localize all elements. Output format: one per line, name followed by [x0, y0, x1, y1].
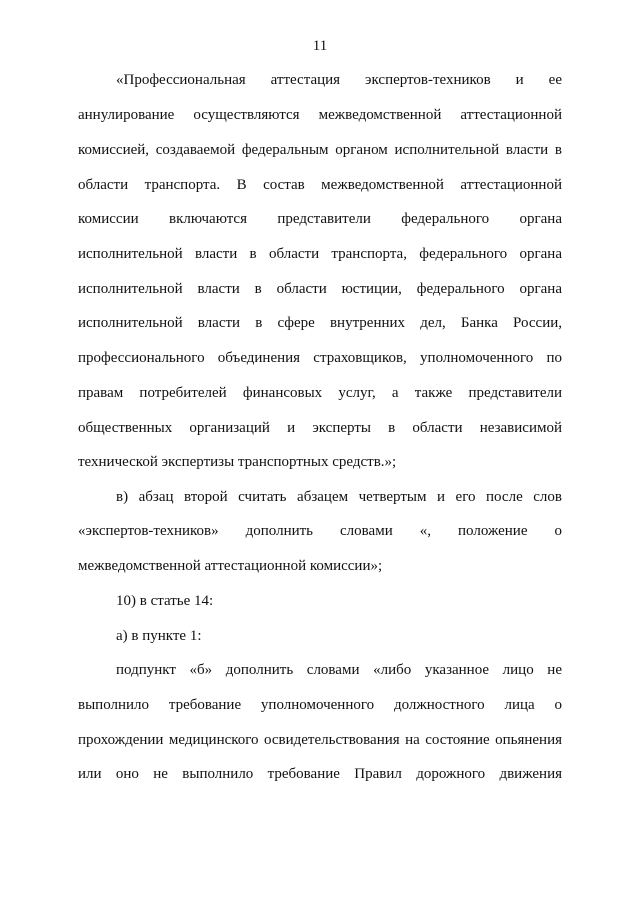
- text-line: а) в пункте 1:: [116, 628, 202, 644]
- text-line: профессионального объединения страховщиков, уполномоченного по: [78, 350, 562, 366]
- text-line: исполнительной власти в области юстиции, федерального органа: [78, 281, 562, 297]
- text-line: подпункт «б» дополнить словами «либо указанное лицо не: [116, 662, 562, 678]
- text-line: «Профессиональная аттестация экспертов-техников и ее: [116, 72, 562, 88]
- text-line: 10) в статье 14:: [116, 593, 214, 609]
- page-number: 11: [312, 38, 328, 54]
- text-line: выполнило требование уполномоченного должностного лица о: [78, 697, 562, 713]
- text-line: аннулирование осуществляются межведомственной аттестационной: [78, 107, 562, 123]
- text-line: комиссии включаются представители федерального органа: [78, 211, 562, 227]
- text-line: межведомственной аттестационной комиссии»;: [78, 558, 383, 574]
- text-line: правам потребителей финансовых услуг, а также представители: [78, 385, 562, 401]
- text-line: или оно не выполнило требование Правил дорожного движения: [78, 766, 562, 782]
- text-line: исполнительной власти в сфере внутренних дел, Банка России,: [78, 315, 562, 331]
- text-line: технической экспертизы транспортных средств.»;: [78, 454, 397, 470]
- text-line: исполнительной власти в области транспорта, федерального органа: [78, 246, 562, 262]
- text-line: прохождении медицинского освидетельствования на состояние опьянения: [78, 732, 562, 748]
- text-line: «экспертов-техников» дополнить словами «, положение о: [78, 523, 562, 539]
- text-line: общественных организаций и эксперты в области независимой: [78, 420, 562, 436]
- text-line: комиссией, создаваемой федеральным органом исполнительной власти в: [78, 142, 562, 158]
- text-line: области транспорта. В состав межведомственной аттестационной: [78, 177, 562, 193]
- text-line: в) абзац второй считать абзацем четвертым и его после слов: [116, 489, 562, 505]
